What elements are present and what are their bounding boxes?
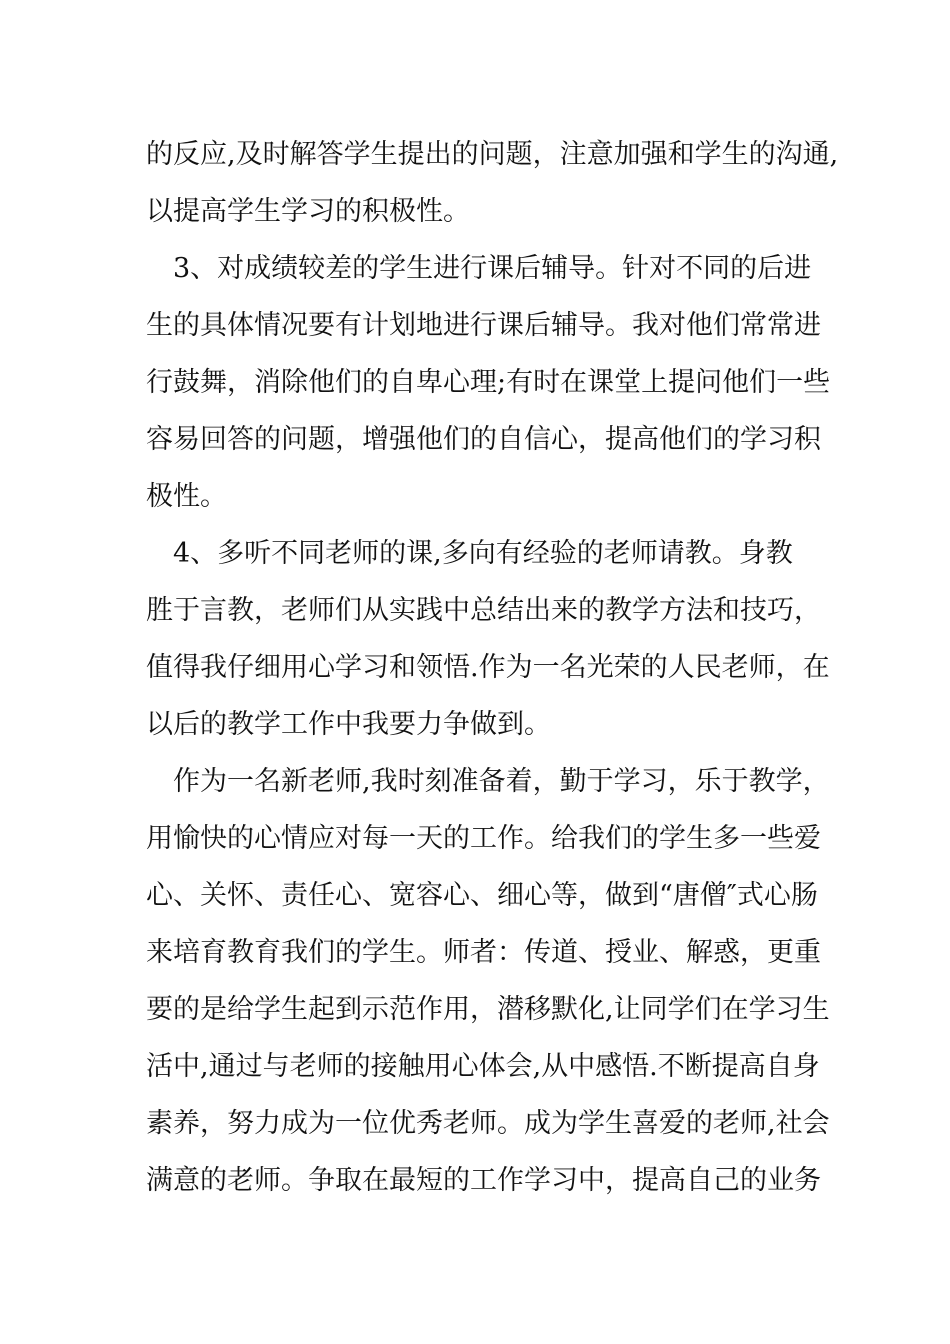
text-line: 作为一名新老师,我时刻准备着，勤于学习，乐于教学， bbox=[146, 766, 830, 797]
text-line: 3、对成绩较差的学生进行课后辅导。针对不同的后进 bbox=[146, 253, 812, 284]
text-line: 以提高学生学习的积极性。 bbox=[146, 196, 470, 227]
text-line: 生的具体情况要有计划地进行课后辅导。我对他们常常进 bbox=[146, 310, 821, 341]
text-line: 素养，努力成为一位优秀老师。成为学生喜爱的老师,社会 bbox=[146, 1108, 830, 1139]
text-line: 4、多听不同老师的课,多向有经验的老师请教。身教 bbox=[146, 538, 793, 569]
text-line: 满意的老师。争取在最短的工作学习中，提高自己的业务 bbox=[146, 1165, 821, 1196]
text-line: 以后的教学工作中我要力争做到。 bbox=[146, 709, 551, 740]
text-line: 胜于言教，老师们从实践中总结出来的教学方法和技巧， bbox=[146, 595, 821, 626]
body-text bbox=[146, 126, 839, 1209]
text-line: 活中,通过与老师的接触用心体会,从中感悟.不断提高自身 bbox=[146, 1051, 820, 1082]
text-line: 要的是给学生起到示范作用，潜移默化,让同学们在学习生 bbox=[146, 994, 830, 1025]
text-line: 心、关怀、责任心、宽容心、细心等，做到“唐僧″式心肠 bbox=[146, 880, 818, 911]
text-line: 用愉快的心情应对每一天的工作。给我们的学生多一些爱 bbox=[146, 823, 821, 854]
text-line: 极性。 bbox=[146, 481, 227, 512]
text-line: 来培育教育我们的学生。师者：传道、授业、解惑，更重 bbox=[146, 937, 821, 968]
text-line: 值得我仔细用心学习和领悟.作为一名光荣的人民老师，在 bbox=[146, 652, 830, 683]
text-line: 的反应,及时解答学生提出的问题，注意加强和学生的沟通, bbox=[146, 139, 839, 170]
text-line: 容易回答的问题，增强他们的自信心，提高他们的学习积 bbox=[146, 424, 821, 455]
text-line: 行鼓舞，消除他们的自卑心理;有时在课堂上提问他们一些 bbox=[146, 367, 831, 398]
